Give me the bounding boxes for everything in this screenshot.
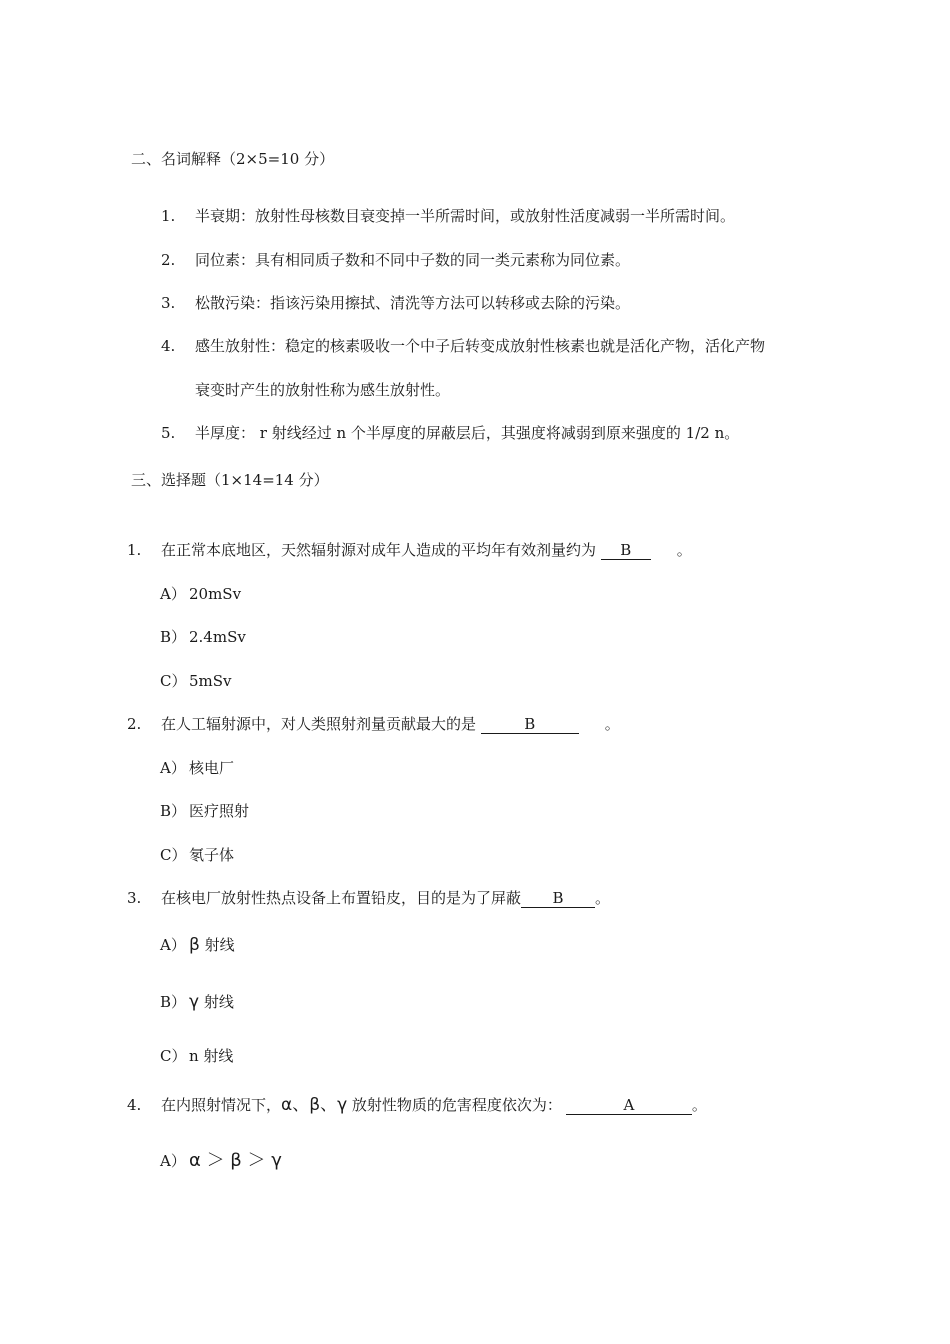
item-number: 2. (161, 251, 176, 269)
item-text-continuation: 衰变时产生的放射性称为感生放射性。 (195, 381, 451, 399)
question-1 (127, 540, 692, 560)
item-number: 4. (161, 337, 176, 355)
option-text: α ＞ β ＞ γ (189, 1150, 282, 1171)
option (160, 935, 235, 955)
option-label: B） (160, 628, 187, 646)
question-number: 3. (127, 889, 142, 907)
question-number: 2. (127, 715, 142, 733)
option (160, 1046, 233, 1066)
option (160, 584, 241, 604)
section-heading-choice: 三、选择题（1×14=14 分） (131, 471, 329, 489)
question-stem: 在内照射情况下， (161, 1096, 282, 1114)
answer-blank: B (521, 889, 595, 908)
option-text: 医疗照射 (189, 802, 250, 820)
option-label: C） (160, 1047, 187, 1065)
section-heading-definitions: 二、名词解释（2×5=10 分） (131, 150, 335, 168)
question-4 (127, 1095, 707, 1115)
option (160, 671, 232, 691)
option-text: 20mSv (189, 585, 242, 603)
question-stem: 在正常本底地区，天然辐射源对成年人造成的平均年有效剂量约为 (161, 541, 601, 559)
item-text: 感生放射性：稳定的核素吸收一个中子后转变成放射性核素也就是活化产物，活化产物 (195, 337, 766, 355)
item-text: 半厚度： r 射线经过 n 个半厚度的屏蔽层后，其强度将减弱到原来强度的 1/2 n。 (195, 424, 740, 442)
question-end: 。 (676, 541, 692, 559)
answer-blank: B (601, 541, 651, 560)
definition-item (161, 250, 630, 270)
item-text: 半衰期：放射性母核数目衰变掉一半所需时间，或放射性活度减弱一半所需时间。 (195, 207, 736, 225)
question-3 (127, 888, 610, 908)
option (160, 1151, 282, 1171)
item-text: 同位素：具有相同质子数和不同中子数的同一类元素称为同位素。 (195, 251, 631, 269)
option (160, 992, 234, 1012)
question-end: 。 (691, 1096, 707, 1114)
option-label: A） (160, 585, 186, 603)
definition-item (161, 206, 735, 226)
option-label: B） (160, 802, 187, 820)
answer-blank: B (481, 715, 579, 734)
item-number: 3. (161, 294, 176, 312)
question-2 (127, 714, 620, 734)
question-end: 。 (595, 889, 611, 907)
option-text: 射线 (199, 993, 234, 1011)
option-label: C） (160, 672, 187, 690)
item-number: 1. (161, 207, 176, 225)
option-label: A） (160, 1152, 186, 1170)
option-label: C） (160, 846, 187, 864)
answer-blank: A (566, 1096, 692, 1115)
beta-symbol: β (189, 935, 200, 955)
question-stem: 在核电厂放射性热点设备上布置铅皮，目的是为了屏蔽 (161, 889, 522, 907)
option-text: n 射线 (189, 1047, 234, 1065)
item-text: 松散污染：指该污染用擦拭、清洗等方法可以转移或去除的污染。 (195, 294, 631, 312)
option-text: 5mSv (189, 672, 232, 690)
option (160, 801, 249, 821)
item-number: 5. (161, 424, 176, 442)
definition-item (161, 336, 765, 356)
greek-symbols: α、β、γ (281, 1095, 348, 1115)
option-text: 射线 (199, 936, 235, 954)
option-text: 核电厂 (189, 759, 235, 777)
question-number: 1. (127, 541, 142, 559)
option-label: A） (160, 759, 186, 777)
question-number: 4. (127, 1096, 142, 1114)
option-text: 氡子体 (189, 846, 235, 864)
question-end: 。 (604, 715, 620, 733)
option (160, 758, 234, 778)
option (160, 845, 234, 865)
option-text: 2.4mSv (189, 628, 246, 646)
definition-item (161, 423, 739, 443)
question-stem-rest: 放射性物质的危害程度依次为： (347, 1096, 562, 1114)
definition-item (161, 293, 630, 313)
option (160, 627, 246, 647)
gamma-symbol: γ (189, 992, 200, 1012)
question-stem: 在人工辐射源中，对人类照射剂量贡献最大的是 (161, 715, 481, 733)
option-label: B） (160, 993, 187, 1011)
option-label: A） (160, 936, 186, 954)
